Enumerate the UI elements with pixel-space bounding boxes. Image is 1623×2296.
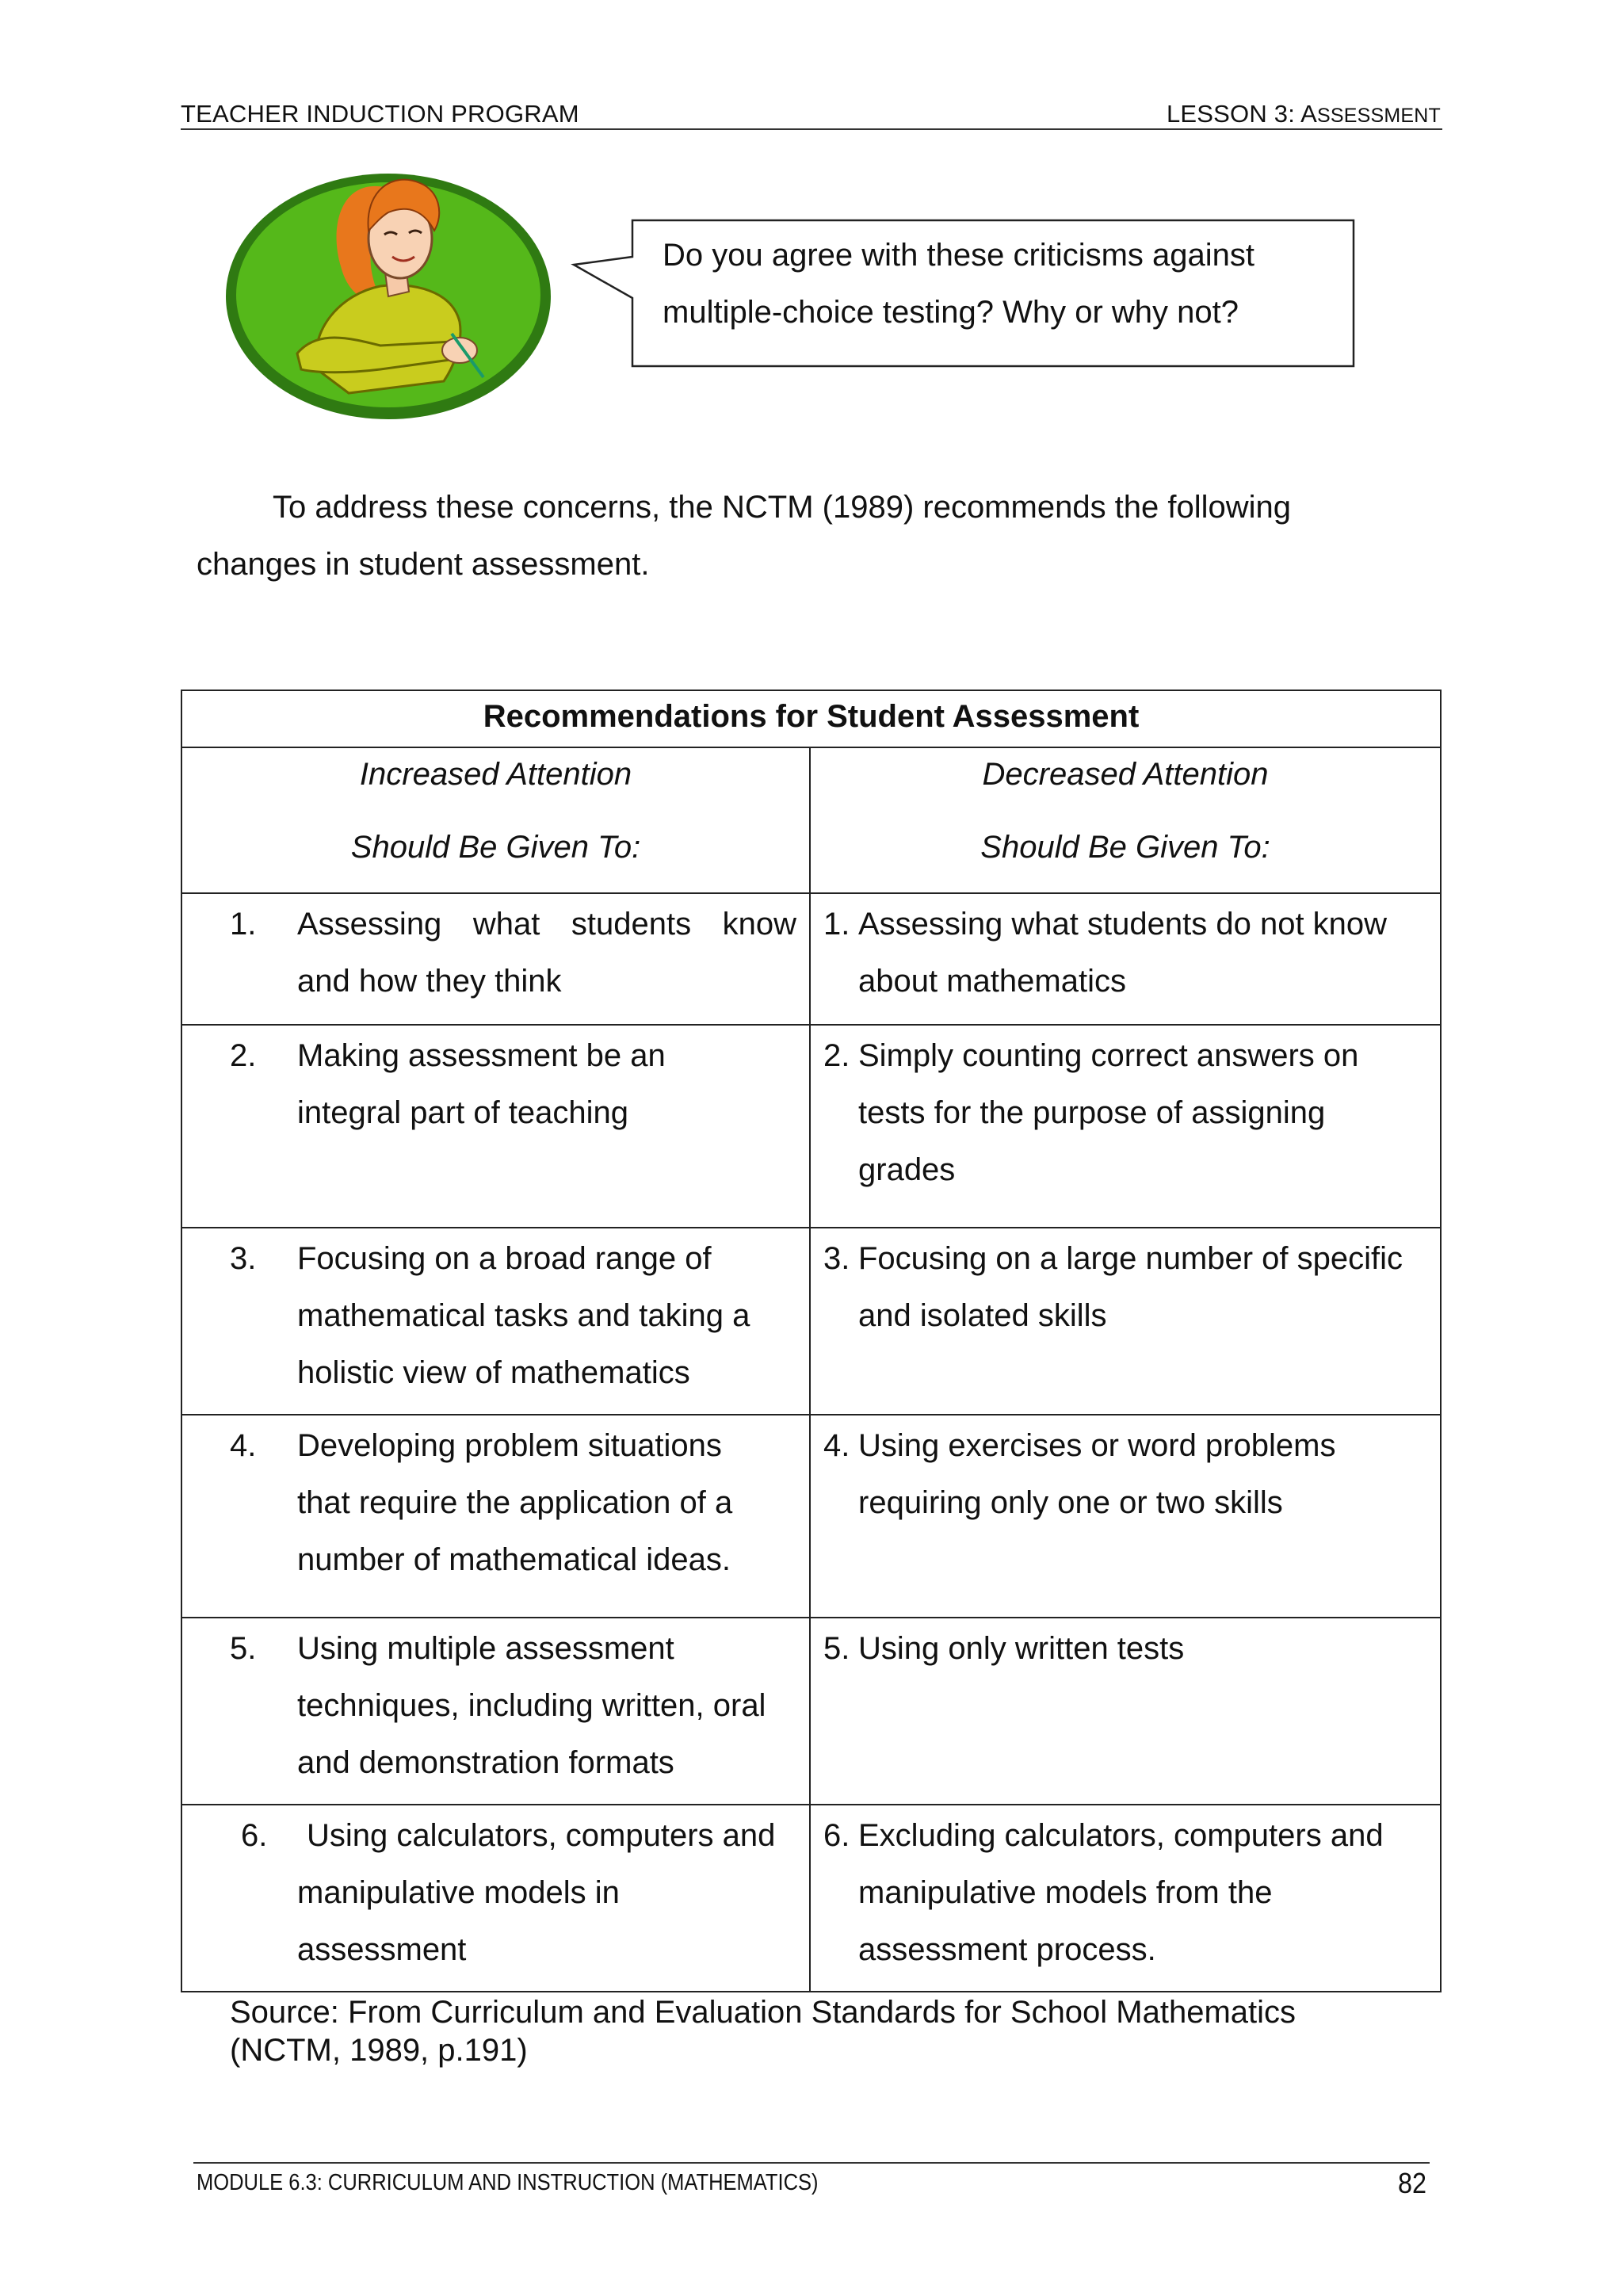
item-number: 1. — [823, 907, 850, 942]
page-number: 82 — [1398, 2167, 1427, 2199]
running-header-left: TEACHER INDUCTION PROGRAM — [181, 100, 579, 128]
footer-rule — [193, 2162, 1430, 2164]
item-number: 6. — [241, 1818, 268, 1853]
recommendations-table — [181, 690, 1442, 1992]
table-title: Recommendations for Student Assessment — [181, 690, 1441, 747]
decreased-item: 3. Focusing on a large number of specific and isolated skills — [810, 1228, 1441, 1415]
item-number: 5. — [823, 1631, 850, 1666]
decreased-item: 6. Excluding calculators, computers and manipulative models from the assessment process. — [810, 1805, 1441, 1992]
increased-item: 4. Developing problem situations that require the application of a number of mathematical ideas. — [181, 1415, 810, 1618]
intro-line: To address these concerns, the NCTM (1989) recommends the following — [273, 490, 1292, 525]
callout-line: multiple-choice testing? Why or why not? — [663, 295, 1239, 330]
source-citation — [230, 1993, 1466, 2069]
table-row — [181, 1228, 1441, 1415]
table-row — [181, 1025, 1441, 1228]
column-header-increased: Increased Attention Should Be Given To: — [181, 747, 810, 893]
item-number: 1. — [230, 907, 257, 942]
running-header-right — [1167, 100, 1441, 128]
intro-paragraph — [197, 479, 1433, 593]
item-number: 4. — [230, 1428, 257, 1463]
increased-item: 3. Focusing on a broad range of mathematical tasks and taking a holistic view of mathematics — [181, 1228, 810, 1415]
callout-line: Do you agree with these criticisms against — [663, 238, 1254, 273]
header-rule — [181, 128, 1442, 130]
item-number: 4. — [823, 1428, 850, 1463]
decreased-item: 1. Assessing what students do not know about mathematics — [810, 893, 1441, 1025]
item-number: 3. — [230, 1241, 257, 1276]
source-line: Source: From Curriculum and Evaluation Standards for School Mathematics — [230, 1995, 1296, 2030]
table-row — [181, 1618, 1441, 1805]
table-row — [181, 893, 1441, 1025]
item-number: 6. — [823, 1818, 850, 1853]
lesson-label: LESSON 3: A — [1166, 100, 1317, 128]
footer-module-title: MODULE 6.3: CURRICULUM AND INSTRUCTION (MATHEMATICS) — [197, 2170, 819, 2195]
teacher-clipart-icon — [222, 155, 563, 425]
decreased-item: 4. Using exercises or word problems requiring only one or two skills — [810, 1415, 1441, 1618]
table-header-row — [181, 747, 1441, 893]
decreased-item: 2. Simply counting correct answers on tests for the purpose of assigning grades — [810, 1025, 1441, 1228]
increased-item: 2. Making assessment be an integral part of teaching — [181, 1025, 810, 1228]
source-line: (NCTM, 1989, p.191) — [230, 2033, 528, 2068]
increased-item: 6. Using calculators, computers and manipulative models in assessment — [181, 1805, 810, 1992]
item-number: 2. — [823, 1038, 850, 1073]
increased-item: 1. Assessing what students know and how they think — [181, 893, 810, 1025]
table-row — [181, 1805, 1441, 1992]
table-row — [181, 1415, 1441, 1618]
item-number: 5. — [230, 1631, 257, 1666]
decreased-item: 5. Using only written tests — [810, 1618, 1441, 1805]
increased-item: 5. Using multiple assessment techniques, including written, oral and demonstration formats — [181, 1618, 810, 1805]
lesson-label-smallcaps: SSESSMENT — [1317, 105, 1441, 127]
callout-text — [663, 227, 1328, 341]
table-title-row — [181, 690, 1441, 747]
item-number: 2. — [230, 1038, 257, 1073]
column-header-decreased: Decreased Attention Should Be Given To: — [810, 747, 1441, 893]
intro-line: changes in student assessment. — [197, 547, 650, 582]
item-number: 3. — [823, 1241, 850, 1276]
